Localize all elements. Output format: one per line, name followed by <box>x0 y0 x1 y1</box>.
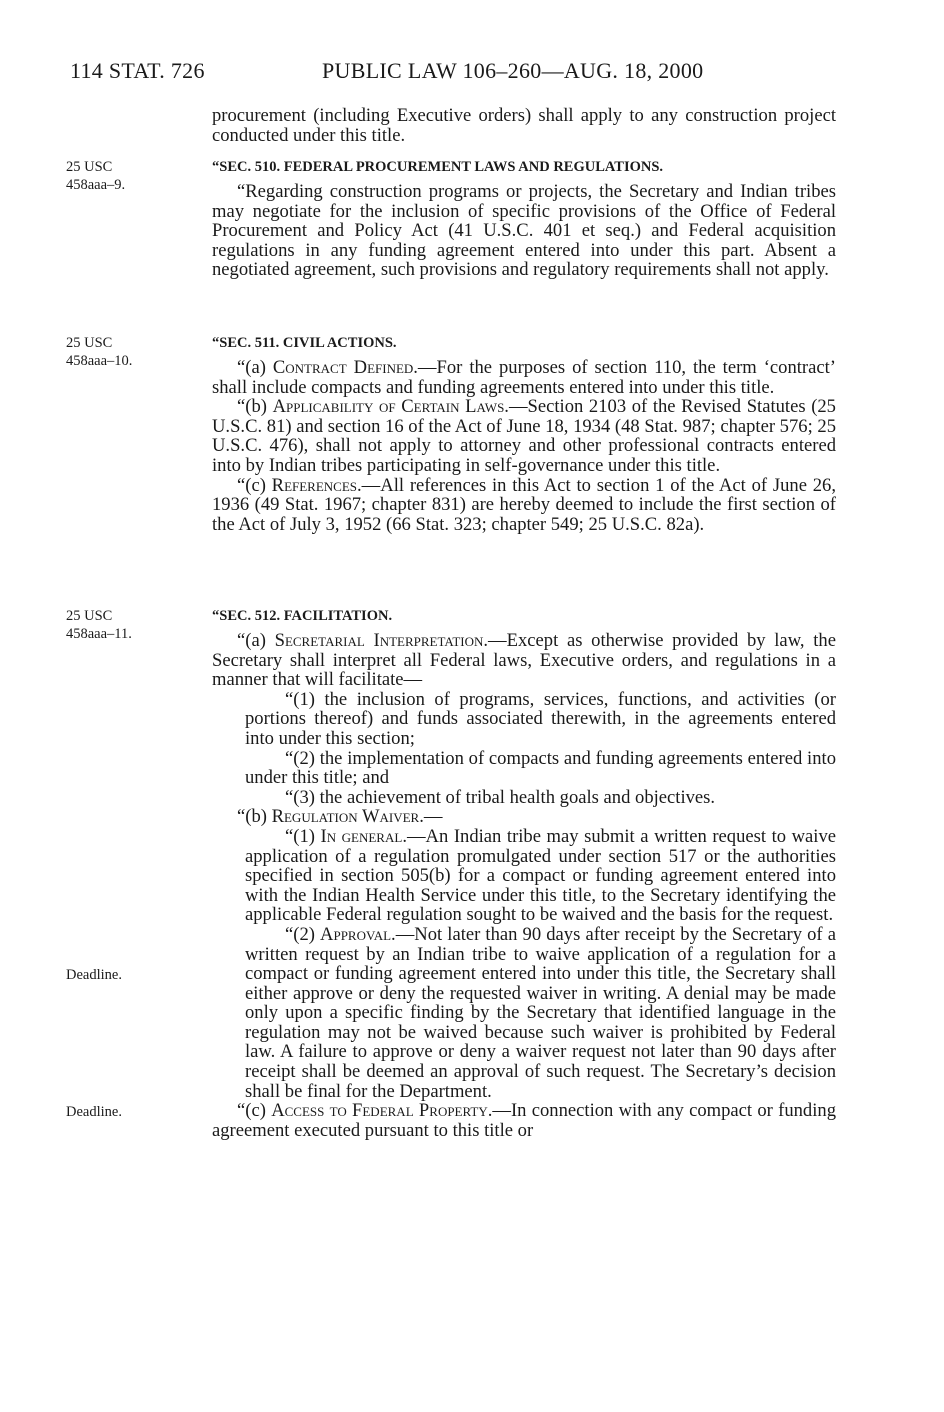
subsection-511-b <box>0 397 944 475</box>
subsection-marker: “(c) <box>237 474 272 496</box>
margin-note-deadline: Deadline. <box>66 1104 122 1120</box>
subsection-marker: “(c) <box>237 1100 272 1122</box>
paragraph-heading: In general <box>320 825 403 847</box>
margin-note-line: 458aaa–11. <box>66 626 132 642</box>
subsection-heading: Secretarial Interpretation <box>274 630 484 651</box>
continued-text-block <box>0 106 944 145</box>
subsection-heading: Access to Federal Property <box>271 1100 488 1122</box>
margin-note-line: 458aaa–9. <box>66 177 126 193</box>
continued-paragraph: procurement (including Executive orders) shall apply to any construction project conducted under this title. <box>212 105 836 146</box>
subsection-heading: References <box>271 474 358 496</box>
subsection-heading: Applicability of Certain Laws <box>272 396 505 418</box>
subsection-text: .—Section 2103 of the Revised Statutes (25 U.S.C. 81) and section 16 of the Act of June 18, 1934 (48 Stat. 987; chapter 576; 25 U.S.C. 476), shall not apply to attorney and other professional contracts entered into by Indian tribes participating in self-governance under this title. <box>212 396 836 476</box>
margin-note-line: 25 USC <box>66 335 113 351</box>
section-512-block <box>0 607 944 1140</box>
subsection-text: .—In connection with any compact or funding agreement executed pursuant to this title or <box>212 1100 836 1141</box>
paragraph-text: .—An Indian tribe may submit a written request to waive application of a regulation promulgated under section 517 or the authorities specified in section 505(b) for a compact or funding agreement entered into with the Indian Health Service under this title, to the Secretary identifying the applicable Federal regulation sought to be waived and the basis for the request. <box>245 825 836 926</box>
subsection-marker: “(b) <box>237 806 272 828</box>
subsection-512-c <box>0 1101 944 1140</box>
paragraph-512-b-2 <box>0 925 944 1101</box>
page-stat-citation: 114 STAT. 726 <box>70 58 205 83</box>
subsection-text: .— <box>419 806 443 828</box>
section-511-block <box>0 334 944 534</box>
section-510-paragraph: “Regarding construction programs or projects, the Secretary and Indian tribes may negotiate for the inclusion of specific provisions of the Office of Federal Procurement and Policy Act (41 U.S.C. 401 et seq.) and Federal acquisition regulations in any funding agreement entered into under this part. Absent a negotiated agreement, such provisions and regulatory requirements shall not apply. <box>212 181 836 281</box>
paragraph-512-a-1: “(1) the inclusion of programs, services, functions, and activities (or portions thereof) and funds associated therewith, in the agreements entered into under this section; <box>245 688 836 749</box>
subsection-marker: “(a) <box>237 630 275 651</box>
section-heading-511: “SEC. 511. CIVIL ACTIONS. <box>212 335 397 351</box>
subsection-heading: Contract Defined <box>272 357 414 378</box>
subsection-512-b <box>0 807 944 827</box>
subsection-marker: “(a) <box>237 357 273 378</box>
margin-note-line: 458aaa–10. <box>66 353 133 369</box>
section-heading-512: “SEC. 512. FACILITATION. <box>212 608 393 624</box>
paragraph-marker: “(2) <box>285 923 321 945</box>
paragraph-text: .—Not later than 90 days after receipt by the Secretary of a written request by an Indian tribe to waive application of a regulation for a compact or funding agreement entered into under this title, the Secretary shall either approve or deny the requested waiver in writing. A denial may be made only upon a specific finding by the Secretary that identified language in the regulation may not be waived because such waiver is prohibited by Federal law. A failure to approve or deny a waiver request not later than 90 days after receipt shall be deemed an approval of such request. The Secretary’s decision shall be final for the Department. <box>245 923 836 1102</box>
subsection-512-a <box>0 631 944 690</box>
subsection-text: .—Except as otherwise provided by law, the Secretary shall interpret all Federal laws, Executive orders, and regulations in a manner that will facilitate— <box>212 630 836 691</box>
running-header: PUBLIC LAW 106–260—AUG. 18, 2000 <box>322 58 704 83</box>
paragraph-512-a-3: “(3) the achievement of tribal health goals and objectives. <box>285 786 716 808</box>
paragraph-512-b-1 <box>0 827 944 925</box>
paragraph-heading: Approval <box>320 923 392 945</box>
subsection-marker: “(b) <box>237 396 273 418</box>
subsection-text: .—All references in this Act to section 1 of the Act of June 26, 1936 (49 Stat. 1967; chapter 831) are hereby deemed to include the first section of the Act of July 3, 1952 (66 Stat. 323; chapter 549; 25 U.S.C. 82a). <box>212 474 836 535</box>
subsection-heading: Regulation Waiver <box>271 806 420 828</box>
section-heading-510: “SEC. 510. FEDERAL PROCUREMENT LAWS AND REGULATIONS. <box>212 159 664 175</box>
margin-note-line: 25 USC <box>66 608 113 624</box>
margin-note-line: 25 USC <box>66 159 113 175</box>
subsection-text: .—For the purposes of section 110, the term ‘contract’ shall include compacts and funding agreements entered into under this title. <box>212 357 836 398</box>
subsection-511-a <box>0 358 944 397</box>
section-510-block <box>0 158 944 280</box>
subsection-511-c <box>0 476 944 535</box>
paragraph-512-a-2: “(2) the implementation of compacts and funding agreements entered into under this title; and <box>245 747 836 789</box>
paragraph-marker: “(1) <box>285 825 321 847</box>
margin-note-deadline: Deadline. <box>66 967 122 983</box>
